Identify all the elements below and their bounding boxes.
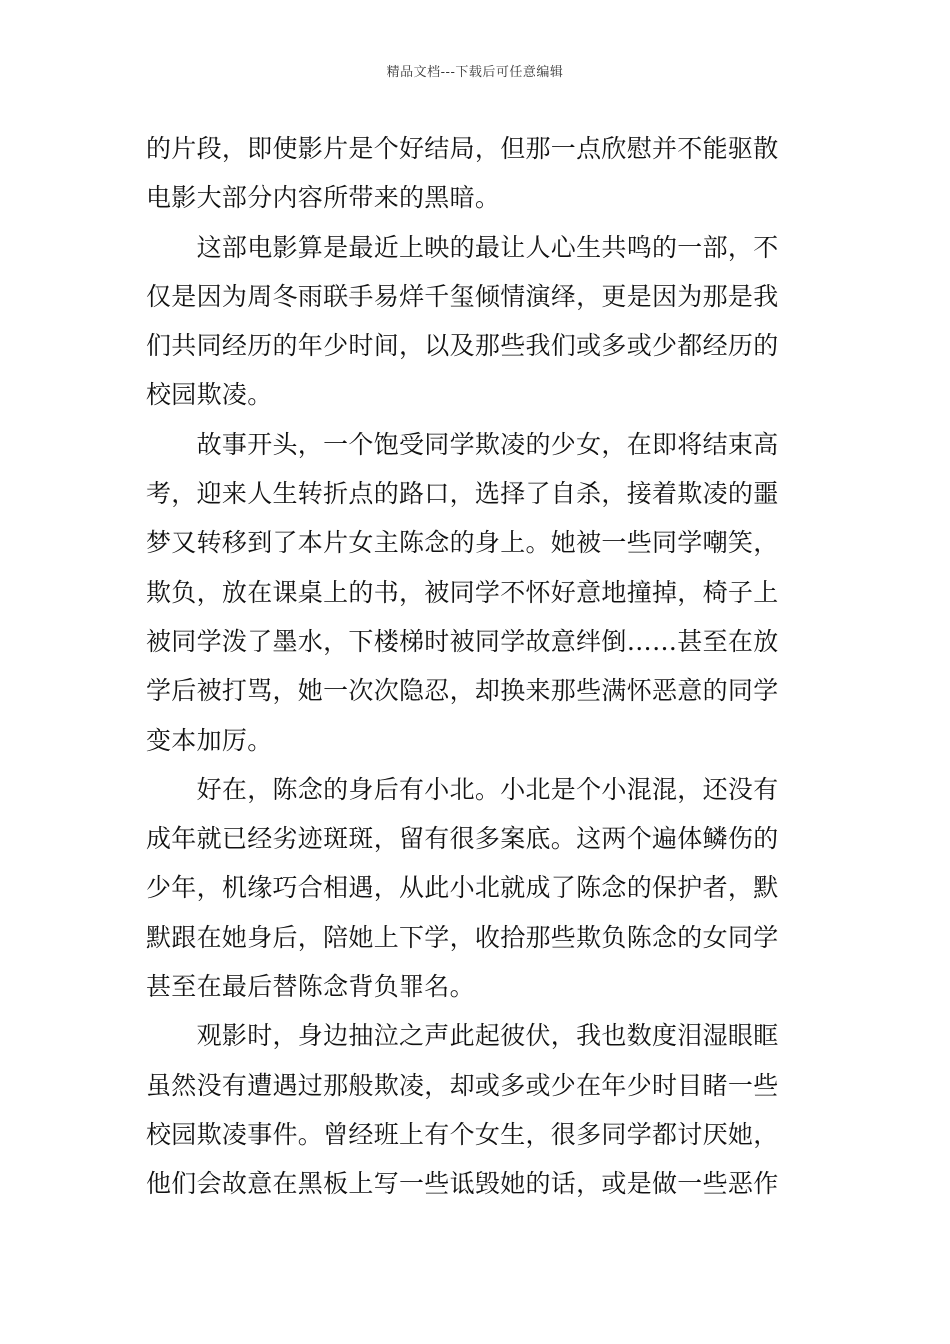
text-line: 学后被打骂，她一次次隐忍，却换来那些满怀恶意的同学	[146, 676, 779, 706]
text-line: 虽然没有遭遇过那般欺凌，却或多或少在年少时目睹一些	[146, 1070, 779, 1100]
paragraph	[146, 124, 810, 223]
paragraph	[146, 420, 810, 765]
text-line: 的片段，即使影片是个好结局，但那一点欣慰并不能驱散	[146, 134, 779, 163]
text-line: 们共同经历的年少时间，以及那些我们或多或少都经历的	[146, 331, 779, 361]
document-body	[146, 124, 810, 1209]
text-line: 这部电影算是最近上映的最让人心生共鸣的一部，不	[146, 232, 779, 262]
text-line: 校园欺凌。	[146, 380, 273, 410]
text-line: 故事开头，一个饱受同学欺凌的少女，在即将结束高	[146, 429, 779, 459]
text-line: 成年就已经劣迹斑斑，留有很多案底。这两个遍体鳞伤的	[146, 824, 779, 854]
text-line: 好在，陈念的身后有小北。小北是个小混混，还没有	[146, 774, 779, 804]
paragraph	[146, 223, 810, 420]
page-header: 精品文档---下载后可任意编辑	[386, 65, 564, 80]
text-line: 电影大部分内容所带来的黑暗。	[146, 183, 501, 213]
text-line: 他们会故意在黑板上写一些诋毁她的话，或是做一些恶作	[146, 1169, 779, 1199]
text-line: 变本加厉。	[146, 725, 273, 755]
text-line: 甚至在最后替陈念背负罪名。	[146, 972, 475, 1002]
text-line: 欺负，放在课桌上的书，被同学不怀好意地撞掉，椅子上	[146, 577, 779, 607]
text-line: 观影时，身边抽泣之声此起彼伏，我也数度泪湿眼眶	[146, 1021, 779, 1051]
paragraph	[146, 765, 810, 1011]
paragraph	[146, 1011, 810, 1208]
text-line: 梦又转移到了本片女主陈念的身上。她被一些同学嘲笑，	[146, 528, 779, 558]
text-line: 少年，机缘巧合相遇，从此小北就成了陈念的保护者，默	[146, 873, 779, 903]
text-line: 仅是因为周冬雨联手易烊千玺倾情演绎，更是因为那是我	[146, 281, 779, 311]
text-line: 考，迎来人生转折点的路口，选择了自杀，接着欺凌的噩	[146, 479, 779, 509]
text-line: 默跟在她身后，陪她上下学，收拾那些欺负陈念的女同学	[146, 922, 779, 952]
text-line: 校园欺凌事件。曾经班上有个女生，很多同学都讨厌她，	[146, 1119, 779, 1149]
text-line: 被同学泼了墨水，下楼梯时被同学故意绊倒……甚至在放	[146, 626, 779, 656]
